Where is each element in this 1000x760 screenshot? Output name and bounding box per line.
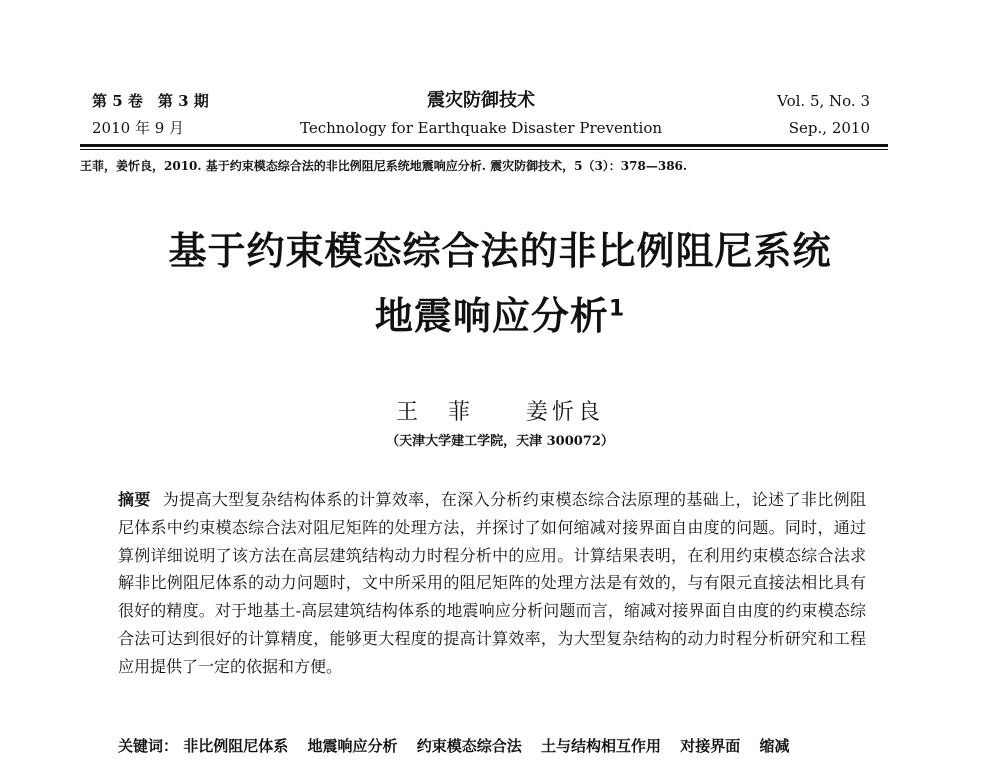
keywords-label: 关键词：: [118, 737, 179, 755]
paper-title-line-2: [0, 285, 1000, 340]
date-cn: 2010 年 9 月: [92, 119, 185, 137]
volume-en: Vol. 5, No. 3: [777, 92, 870, 110]
abstract-label: 摘要: [118, 490, 151, 509]
keyword-item: 约束模态综合法: [416, 737, 522, 755]
title-footnote-mark: 1: [608, 296, 626, 322]
header-rule-thin: [80, 149, 888, 150]
keyword-item: 地震响应分析: [307, 737, 398, 755]
authors: 王 菲 姜忻良: [395, 400, 604, 425]
abstract-text: 为提高大型复杂结构体系的计算效率，在深入分析约束模态综合法原理的基础上，论述了非比例阻尼体系中约束模态综合法对阻尼矩阵的处理方法，并探讨了如何缩减对接界面自由度的问题。同时，通过算例详细说明了该方法在高层建筑结构动力时程分析中的应用。计算结果表明，在利用约束模态综合法求解非比例阻尼体系的动力问题时，文中所采用的阻尼矩阵的处理方法是有效的，与有限元直接法相比具有很好的精度。对于地基土-高层建筑结构体系的地震响应分析问题而言，缩减对接界面自由度的约束模态综合法可达到很好的计算精度，能够更大程度的提高计算效率，为大型复杂结构的动力时程分析研究和工程应用提供了一定的依据和方便。: [118, 490, 866, 676]
journal-header-row-2: [92, 117, 870, 138]
journal-name-en: Technology for Earthquake Disaster Prevention: [299, 119, 663, 137]
journal-name-cn: 震灾防御技术: [427, 90, 535, 111]
keyword-item: 非比例阻尼体系: [183, 737, 289, 755]
title-text-1: 基于约束模态综合法的非比例阻尼系统: [168, 229, 832, 273]
citation-line: 王菲，姜忻良，2010. 基于约束模态综合法的非比例阻尼系统地震响应分析. 震灾防御技术，5（3）：378—386.: [80, 159, 688, 173]
keyword-item: 缩减: [759, 737, 790, 755]
keywords: [118, 735, 878, 756]
keyword-item: 土与结构相互作用: [541, 737, 662, 755]
paper-title-line-1: [0, 220, 1000, 275]
volume-issue: 第 5 卷 第 3 期: [92, 92, 209, 110]
journal-header-row-1: [92, 86, 870, 112]
keyword-item: 对接界面: [680, 737, 741, 755]
title-text-2: 地震响应分析: [374, 294, 609, 338]
date-en: Sep., 2010: [788, 119, 870, 137]
abstract: [118, 486, 866, 681]
affiliation: （天津大学建工学院，天津 300072）: [386, 434, 614, 449]
header-rule-thick: [80, 144, 888, 147]
